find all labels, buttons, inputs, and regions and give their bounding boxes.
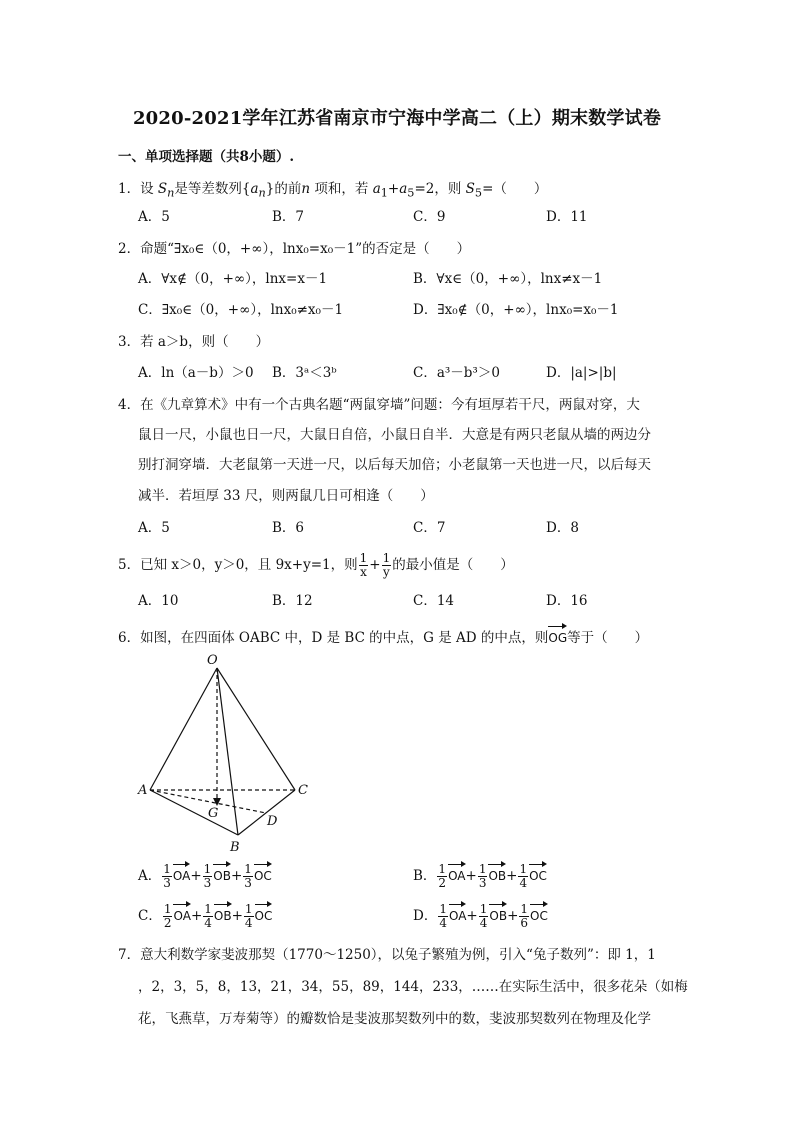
question-6-option-b: B． $\frac{1}{2}$ OA+ $\frac{1}{3}$ OB+ $\frac{1}{4}$ OC xyxy=(413,862,547,890)
question-4-line-1: 4．在《九章算术》中有一个古典名题“两鼠穿墙”问题：今有垣厚若干尺，两鼠对穿，大 xyxy=(118,397,640,413)
question-1-option-d: D．11 xyxy=(546,209,588,225)
edge-ab xyxy=(150,790,238,835)
question-2-stem: 2．命题“∃x₀∈（0，+∞），lnx₀=x₀－1”的否定是（ ） xyxy=(118,241,471,257)
fraction-1-over-y: $\frac{1}{y}$ xyxy=(382,551,391,579)
question-2-option-a: A．∀x∉（0，+∞），lnx=x－1 xyxy=(138,271,328,287)
question-6-option-d: D． $\frac{1}{4}$ OA+ $\frac{1}{4}$ OB+ $\frac{1}{6}$ OC xyxy=(413,902,548,930)
question-5-option-c: C．14 xyxy=(413,593,455,609)
edge-oc xyxy=(217,668,295,790)
question-1-option-b: B．7 xyxy=(272,209,305,225)
question-4-option-a: A．5 xyxy=(138,520,170,536)
question-3-option-d: D．|a|>|b| xyxy=(546,365,617,381)
question-2-option-c: C．∃x₀∈（0，+∞），lnx₀≠x₀－1 xyxy=(138,302,344,318)
question-7-line-3: 花，飞燕草，万寿菊等）的瓣数恰是斐波那契数列中的数，斐波那契数列在物理及化学 xyxy=(138,1011,651,1027)
question-5-option-a: A．10 xyxy=(138,593,179,609)
question-1-option-c: C．9 xyxy=(413,209,446,225)
question-4-option-c: C．7 xyxy=(413,520,446,536)
question-1-option-a: A．5 xyxy=(138,209,170,225)
tetrahedron-figure xyxy=(130,650,320,855)
arrowhead-g xyxy=(213,798,221,806)
edge-ob xyxy=(217,668,238,835)
label-c: C xyxy=(298,783,308,798)
question-5-option-d: D．16 xyxy=(546,593,588,609)
question-7-line-2: ，2，3，5，8，13，21，34，55，89，144，233，……在实际生活中，很多花朵（如梅 xyxy=(138,979,688,995)
question-1-stem: 1．设 $S_n$是等差数列$\{a_n\}$的前n 项和，若 $a_1+a_5=2$，则 $S_5=$（ ） xyxy=(118,181,548,200)
question-6-option-a: A． $\frac{1}{3}$ OA+ $\frac{1}{3}$ OB+ $\frac{1}{3}$ OC xyxy=(138,862,272,890)
edge-oa xyxy=(150,668,217,790)
vector-og: OG xyxy=(548,624,567,647)
question-5-option-b: B．12 xyxy=(272,593,313,609)
question-3-option-c: C．a³－b³＞0 xyxy=(413,365,500,381)
question-7-line-1: 7．意大利数学家斐波那契（1770～1250），以兔子繁殖为例，引入“兔子数列”：即 1，1 xyxy=(118,947,656,963)
question-5-stem: 5．已知 x＞0，y＞0，且 9x+y=1，则 $\frac{1}{x}$ + $\frac{1}{y}$ 的最小值是（ ） xyxy=(118,551,514,579)
question-3-option-b: B．3ᵃ＜3ᵇ xyxy=(272,365,337,381)
question-4-line-3: 别打洞穿墙．大老鼠第一天进一尺，以后每天加倍；小老鼠第一天也进一尺，以后每天 xyxy=(138,457,651,473)
question-3-option-a: A．ln（a－b）＞0 xyxy=(138,365,254,381)
question-3-stem: 3．若 a＞b，则（ ） xyxy=(118,334,270,350)
label-a: A xyxy=(138,783,148,798)
question-4-line-2: 鼠日一尺，小鼠也日一尺，大鼠日自倍，小鼠日自半．大意是有两只老鼠从墙的两边分 xyxy=(138,427,651,443)
page-title: 2020-2021学年江苏省南京市宁海中学高二（上）期末数学试卷 xyxy=(132,108,662,129)
question-2-option-d: D．∃x₀∉（0，+∞），lnx₀=x₀－1 xyxy=(413,302,619,318)
question-6-stem: 6．如图，在四面体 OABC 中，D 是 BC 的中点，G 是 AD 的中点，则OG等于（ ） xyxy=(118,624,648,647)
question-2-option-b: B．∀x∈（0，+∞），lnx≠x－1 xyxy=(413,271,603,287)
question-4-line-4: 减半．若垣厚 33 尺，则两鼠几日可相逢（ ） xyxy=(138,488,434,504)
label-g: G xyxy=(208,806,219,821)
label-d: D xyxy=(267,814,278,829)
question-4-option-b: B．6 xyxy=(272,520,305,536)
fraction-1-over-x: $\frac{1}{x}$ xyxy=(359,551,368,579)
section-heading: 一、单项选择题（共8小题）. xyxy=(118,149,295,165)
label-o: O xyxy=(207,653,218,668)
label-b: B xyxy=(230,840,240,855)
question-6-option-c: C． $\frac{1}{2}$ OA+ $\frac{1}{4}$ OB+ $\frac{1}{4}$ OC xyxy=(138,902,273,930)
question-4-option-d: D．8 xyxy=(546,520,579,536)
